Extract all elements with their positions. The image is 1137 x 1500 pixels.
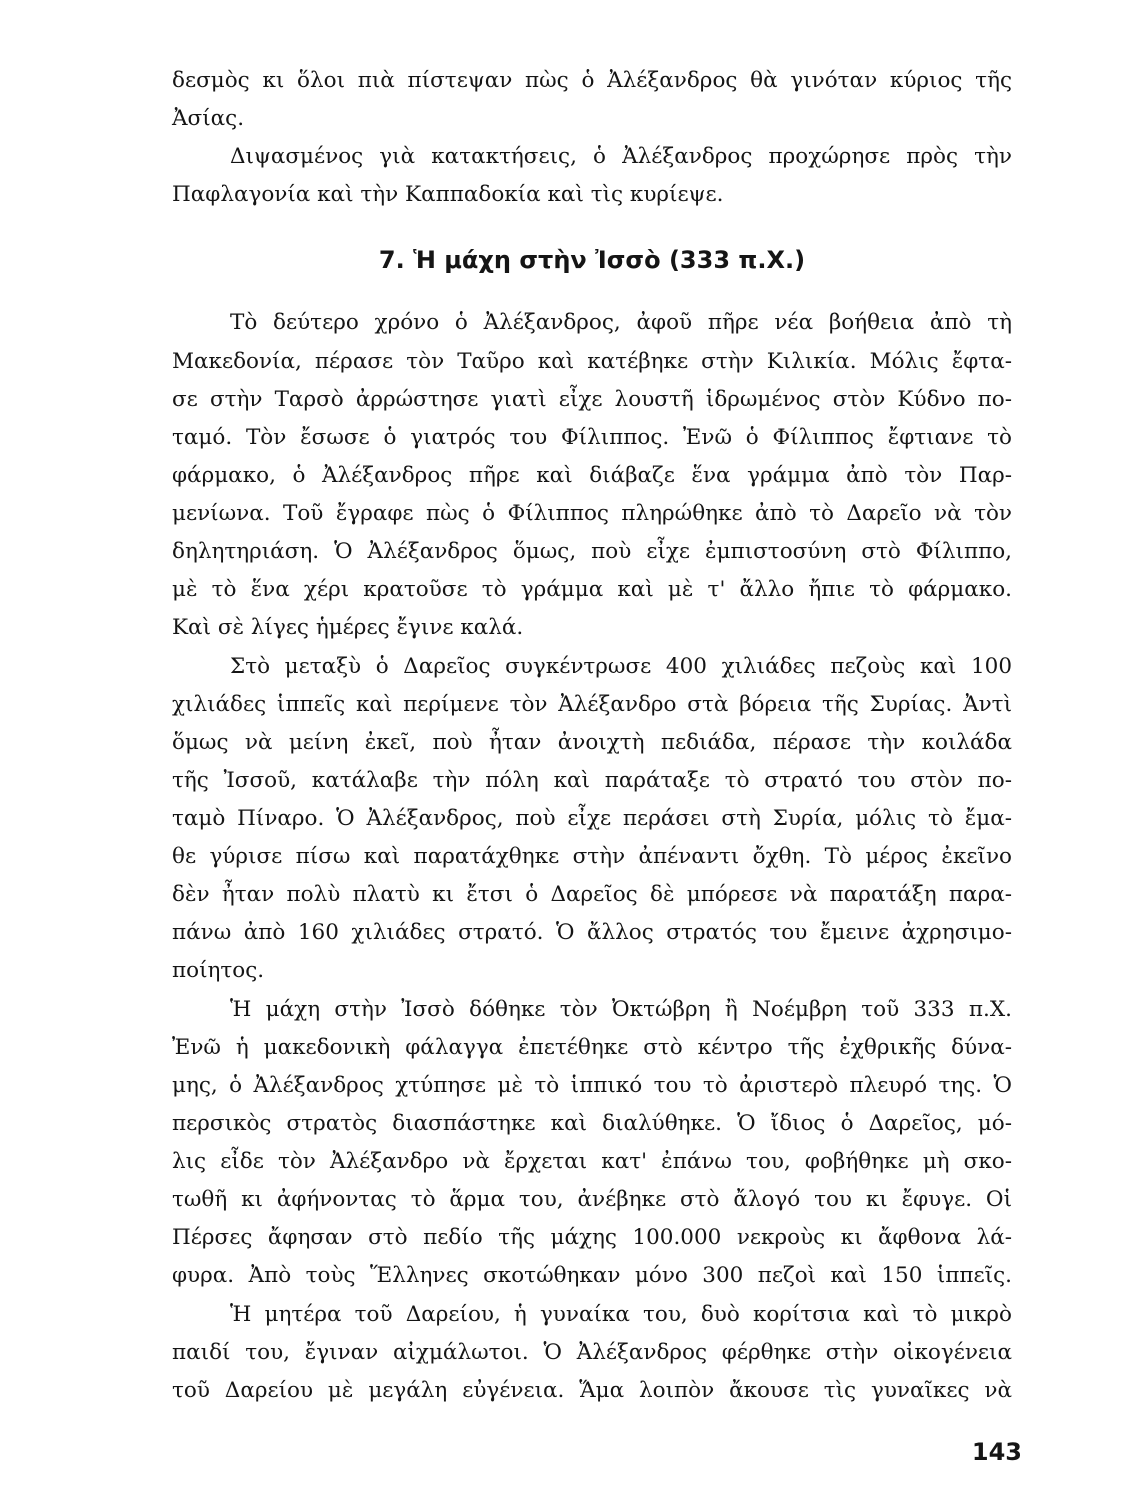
text-line: πάνω ἀπὸ 160 χιλιάδες στρατό. Ὁ ἄλλος στρατός του ἔμεινε ἀχρησιμο- [172,920,1012,945]
text-line: Διψασμένος γιὰ κατακτήσεις, ὁ Ἀλέξανδρος προχώρησε πρὸς τὴν [230,144,1012,169]
text-line: ὅμως νὰ μείνη ἐκεῖ, ποὺ ἦταν ἀνοιχτὴ πεδιάδα, πέρασε τὴν κοιλάδα [172,730,1012,755]
text-line: μης, ὁ Ἀλέξανδρος χτύπησε μὲ τὸ ἱππικό του τὸ ἀριστερὸ πλευρό της. Ὁ [172,1073,1012,1098]
text-line: Στὸ μεταξὺ ὁ Δαρεῖος συγκέντρωσε 400 χιλιάδες πεζοὺς καὶ 100 [230,654,1012,679]
text-line: περσικὸς στρατὸς διασπάστηκε καὶ διαλύθηκε. Ὁ ἴδιος ὁ Δαρεῖος, μό- [172,1111,1012,1136]
text-line: τῆς Ἰσσοῦ, κατάλαβε τὴν πόλη καὶ παράταξε τὸ στρατό του στὸν πο- [172,768,1012,793]
text-line: ταμὸ Πίναρο. Ὁ Ἀλέξανδρος, ποὺ εἶχε περάσει στὴ Συρία, μόλις τὸ ἔμα- [172,806,1012,831]
text-line: παιδί του, ἔγιναν αἰχμάλωτοι. Ὁ Ἀλέξανδρος φέρθηκε στὴν οἰκογένεια [172,1340,1012,1365]
text-line: τωθῆ κι ἀφήνοντας τὸ ἅρμα του, ἀνέβηκε στὸ ἄλογό του κι ἔφυγε. Οἱ [172,1187,1012,1212]
text-line: Παφλαγονία καὶ τὴν Καππαδοκία καὶ τὶς κυρίεψε. [172,182,724,207]
text-line: μενίωνα. Τοῦ ἔγραφε πὼς ὁ Φίλιππος πληρώθηκε ἀπὸ τὸ Δαρεῖο νὰ τὸν [172,501,1012,526]
text-line: φάρμακο, ὁ Ἀλέξανδρος πῆρε καὶ διάβαζε ἕνα γράμμα ἀπὸ τὸν Παρ- [172,463,1012,488]
page-number: 143 [971,1438,1022,1466]
text-line: Ἡ μάχη στὴν Ἰσσὸ δόθηκε τὸν Ὀκτώβρη ἢ Νοέμβρη τοῦ 333 π.Χ. [230,997,1012,1022]
text-line: Ἀσίας. [172,106,245,131]
text-line: λις εἶδε τὸν Ἀλέξανδρο νὰ ἔρχεται κατ' ἐπάνω του, φοβήθηκε μὴ σκο- [172,1149,1012,1174]
text-line: δὲν ἦταν πολὺ πλατὺ κι ἔτσι ὁ Δαρεῖος δὲ μπόρεσε νὰ παρατάξη παρα- [172,882,1012,907]
text-line: Ἡ μητέρα τοῦ Δαρείου, ἡ γυναίκα του, δυὸ κορίτσια καὶ τὸ μικρὸ [230,1302,1012,1327]
text-line: Καὶ σὲ λίγες ἡμέρες ἔγινε καλά. [172,615,524,640]
text-line: φυρα. Ἀπὸ τοὺς Ἕλληνες σκοτώθηκαν μόνο 300 πεζοὶ καὶ 150 ἱππεῖς. [172,1263,1012,1288]
text-line: δεσμὸς κι ὅλοι πιὰ πίστεψαν πὼς ὁ Ἀλέξανδρος θὰ γινόταν κύριος τῆς [172,68,1012,93]
text-line: ταμό. Τὸν ἔσωσε ὁ γιατρός του Φίλιππος. Ἐνῶ ὁ Φίλιππος ἔφτιανε τὸ [172,425,1012,450]
text-line: Πέρσες ἄφησαν στὸ πεδίο τῆς μάχης 100.000 νεκροὺς κι ἄφθονα λά- [172,1225,1012,1250]
text-line: σε στὴν Ταρσὸ ἀρρώστησε γιατὶ εἶχε λουστῆ ἱδρωμένος στὸν Κύδνο πο- [172,387,1012,412]
text-line: Μακεδονία, πέρασε τὸν Ταῦρο καὶ κατέβηκε στὴν Κιλικία. Μόλις ἔφτα- [172,349,1012,374]
text-line: Ἐνῶ ἡ μακεδονικὴ φάλαγγα ἐπετέθηκε στὸ κέντρο τῆς ἐχθρικῆς δύνα- [172,1035,1012,1060]
text-line: τοῦ Δαρείου μὲ μεγάλη εὐγένεια. Ἅμα λοιπὸν ἄκουσε τὶς γυναῖκες νὰ [172,1378,1012,1403]
section-heading: 7. Ἡ μάχη στὴν Ἰσσὸ (333 π.Χ.) [378,246,806,274]
text-line: δηλητηριάση. Ὁ Ἀλέξανδρος ὅμως, ποὺ εἶχε ἐμπιστοσύνη στὸ Φίλιππο, [172,539,1012,564]
text-line: χιλιάδες ἱππεῖς καὶ περίμενε τὸν Ἀλέξανδρο στὰ βόρεια τῆς Συρίας. Ἀντὶ [172,692,1012,717]
text-line: θε γύρισε πίσω καὶ παρατάχθηκε στὴν ἀπέναντι ὄχθη. Τὸ μέρος ἐκεῖνο [172,844,1012,869]
text-line: Τὸ δεύτερο χρόνο ὁ Ἀλέξανδρος, ἀφοῦ πῆρε νέα βοήθεια ἀπὸ τὴ [230,310,1012,335]
text-line: ποίητος. [172,958,265,983]
text-line: μὲ τὸ ἕνα χέρι κρατοῦσε τὸ γράμμα καὶ μὲ τ' ἄλλο ἤπιε τὸ φάρμακο. [172,577,1012,602]
